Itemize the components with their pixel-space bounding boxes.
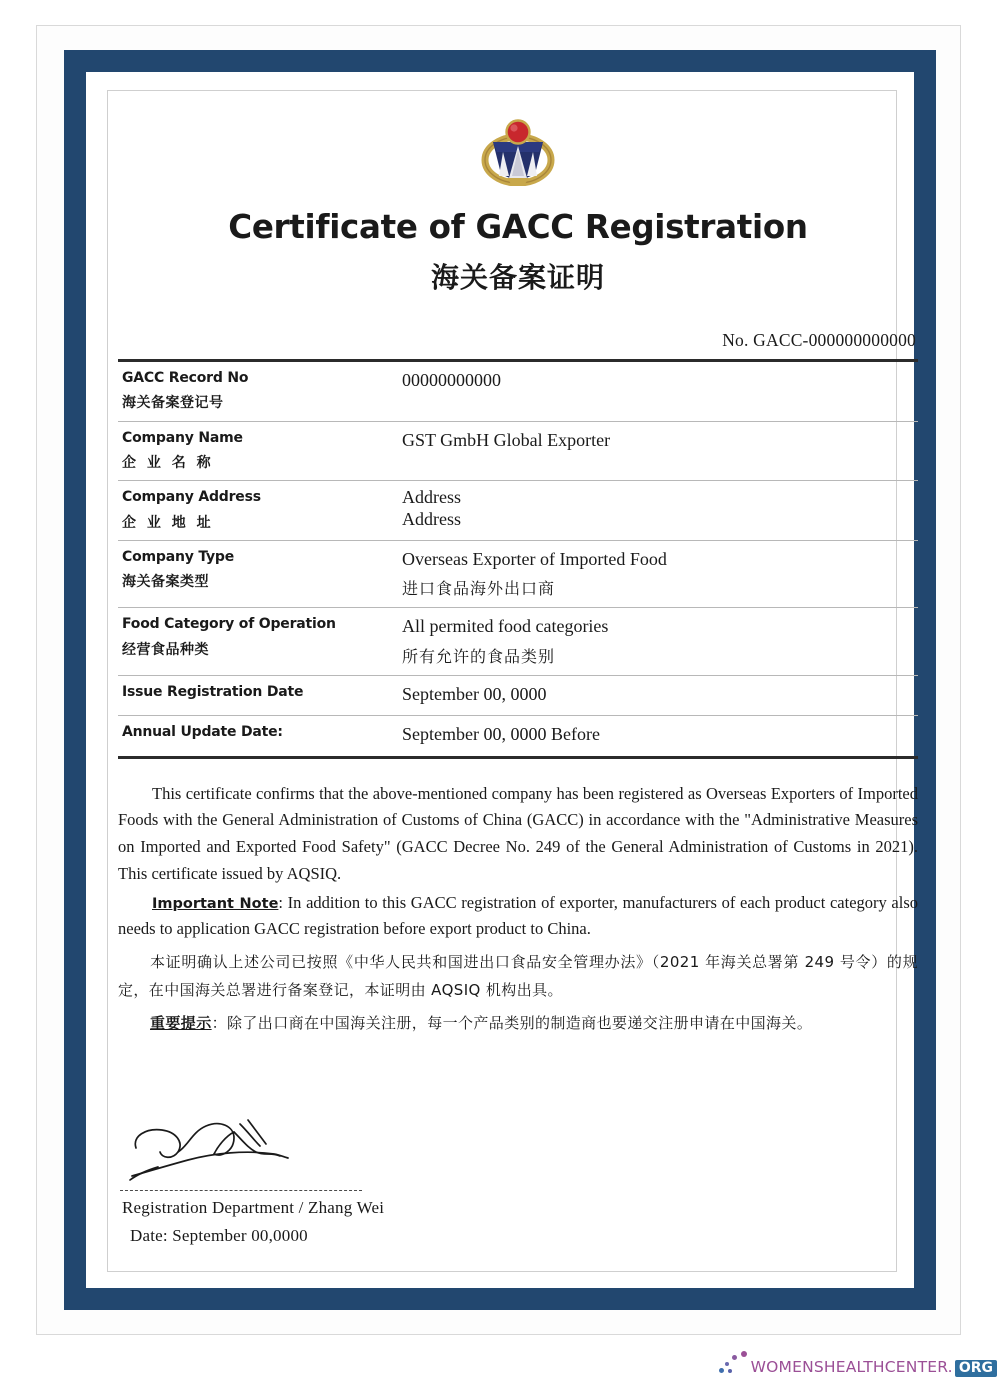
- row-label-company-name: [118, 422, 400, 481]
- row-label-company-type: [118, 541, 400, 607]
- important-note-label-cn: 重要提示: [150, 1014, 212, 1033]
- row-label-company-address: [118, 481, 400, 540]
- row-value-issue-date: [400, 676, 918, 715]
- table-row: [118, 481, 918, 541]
- watermark-org-badge: ORG: [955, 1360, 997, 1377]
- registration-details-table: [118, 359, 918, 759]
- important-note-paragraph-cn: [118, 1010, 918, 1038]
- row-value-food-category: [400, 608, 918, 674]
- certificate-title-en: Certificate of GACC Registration: [228, 208, 808, 246]
- important-note-text-cn: ：除了出口商在中国海关注册，每一个产品类别的制造商也要递交注册申请在中国海关。: [211, 1014, 813, 1033]
- label-cn: 企 业 地 址: [122, 514, 214, 531]
- watermark-logo: [717, 1343, 997, 1377]
- row-label-annual-update-date: [118, 716, 400, 756]
- value-en: GST GmbH Global Exporter: [402, 429, 611, 450]
- handwritten-signature-icon: [122, 1102, 312, 1193]
- signature-date: Date: September 00,0000: [130, 1226, 308, 1246]
- table-row: [118, 541, 918, 608]
- row-label-gacc-record-no: [118, 362, 400, 421]
- signature-divider: [120, 1190, 362, 1191]
- table-row: [118, 362, 918, 422]
- label-cn: 经营食品种类: [122, 641, 209, 658]
- table-row: [118, 422, 918, 482]
- row-label-food-category: [118, 608, 400, 674]
- label-en: Company Name: [122, 429, 243, 446]
- label-cn: 企 业 名 称: [122, 454, 214, 471]
- label-en: Company Address: [122, 489, 261, 506]
- certificate-content: [118, 100, 918, 1302]
- certificate-number: No. GACC-000000000000: [722, 330, 916, 350]
- table-row: [118, 676, 918, 716]
- row-value-company-address: [400, 481, 918, 540]
- value-cn: 所有允许的食品类别: [402, 646, 556, 666]
- label-en: Company Type: [122, 549, 235, 566]
- signature-area: [118, 1102, 918, 1302]
- label-en: GACC Record No: [122, 370, 249, 386]
- label-en: Issue Registration Date: [122, 683, 304, 700]
- value-en: Overseas Exporter of Imported Food: [402, 549, 667, 570]
- value-cn: 进口食品海外出口商: [402, 579, 556, 599]
- important-note-label: Important Note: [152, 895, 279, 912]
- label-cn: 海关备案类型: [122, 574, 209, 591]
- value-en-line2: Address: [402, 509, 461, 530]
- body-paragraph-en: This certificate confirms that the above-mentioned company has been registered as Overseas Exporters of Imported Foods with the General Administration of Customs of China (GACC) in accordance with the "Administrative Measures on Imported and Exported Food Safety" (GACC Decree No. 249 of the General Administration of Customs in 2021). This certificate issued by AQSIQ.: [118, 783, 918, 883]
- row-value-gacc-record-no: [400, 362, 918, 421]
- label-cn: 海关备案登记号: [122, 395, 224, 412]
- row-value-company-type: [400, 541, 918, 607]
- gacc-customs-emblem-icon: [479, 116, 557, 186]
- important-note-text: : In addition to this GACC registration of exporter, manufacturers of each product category also needs to application GACC registration before export product to China.: [118, 892, 918, 939]
- row-value-company-name: [400, 422, 918, 481]
- emblem-container: [118, 100, 918, 186]
- table-row: [118, 608, 918, 675]
- important-note-paragraph: [118, 890, 918, 943]
- value-en: September 00, 0000: [402, 683, 547, 704]
- watermark-dots-icon: [717, 1351, 751, 1377]
- body-paragraph-cn: 本证明确认上述公司已按照《中华人民共和国进出口食品安全管理办法》（2021 年海关总署第 249 号令）的规定，在中国海关总署进行备案登记，本证明由 AQSIQ 机构出具。: [118, 952, 918, 999]
- value-en-line1: Address: [402, 487, 461, 508]
- label-en: Food Category of Operation: [122, 616, 336, 633]
- value-en: September 00, 0000 Before: [402, 723, 600, 744]
- watermark-text: WOMENSHEALTHCENTER.: [750, 1357, 953, 1376]
- table-row: [118, 716, 918, 756]
- value-en: 00000000000: [402, 370, 501, 390]
- row-label-issue-date: [118, 676, 400, 715]
- value-en: All permited food categories: [402, 616, 609, 637]
- row-value-annual-update-date: [400, 716, 918, 756]
- label-en: Annual Update Date:: [122, 723, 283, 740]
- signature-department: Registration Department / Zhang Wei: [122, 1198, 385, 1218]
- certificate-body: [118, 781, 918, 1039]
- certificate-title-cn: 海关备案证明: [430, 261, 605, 294]
